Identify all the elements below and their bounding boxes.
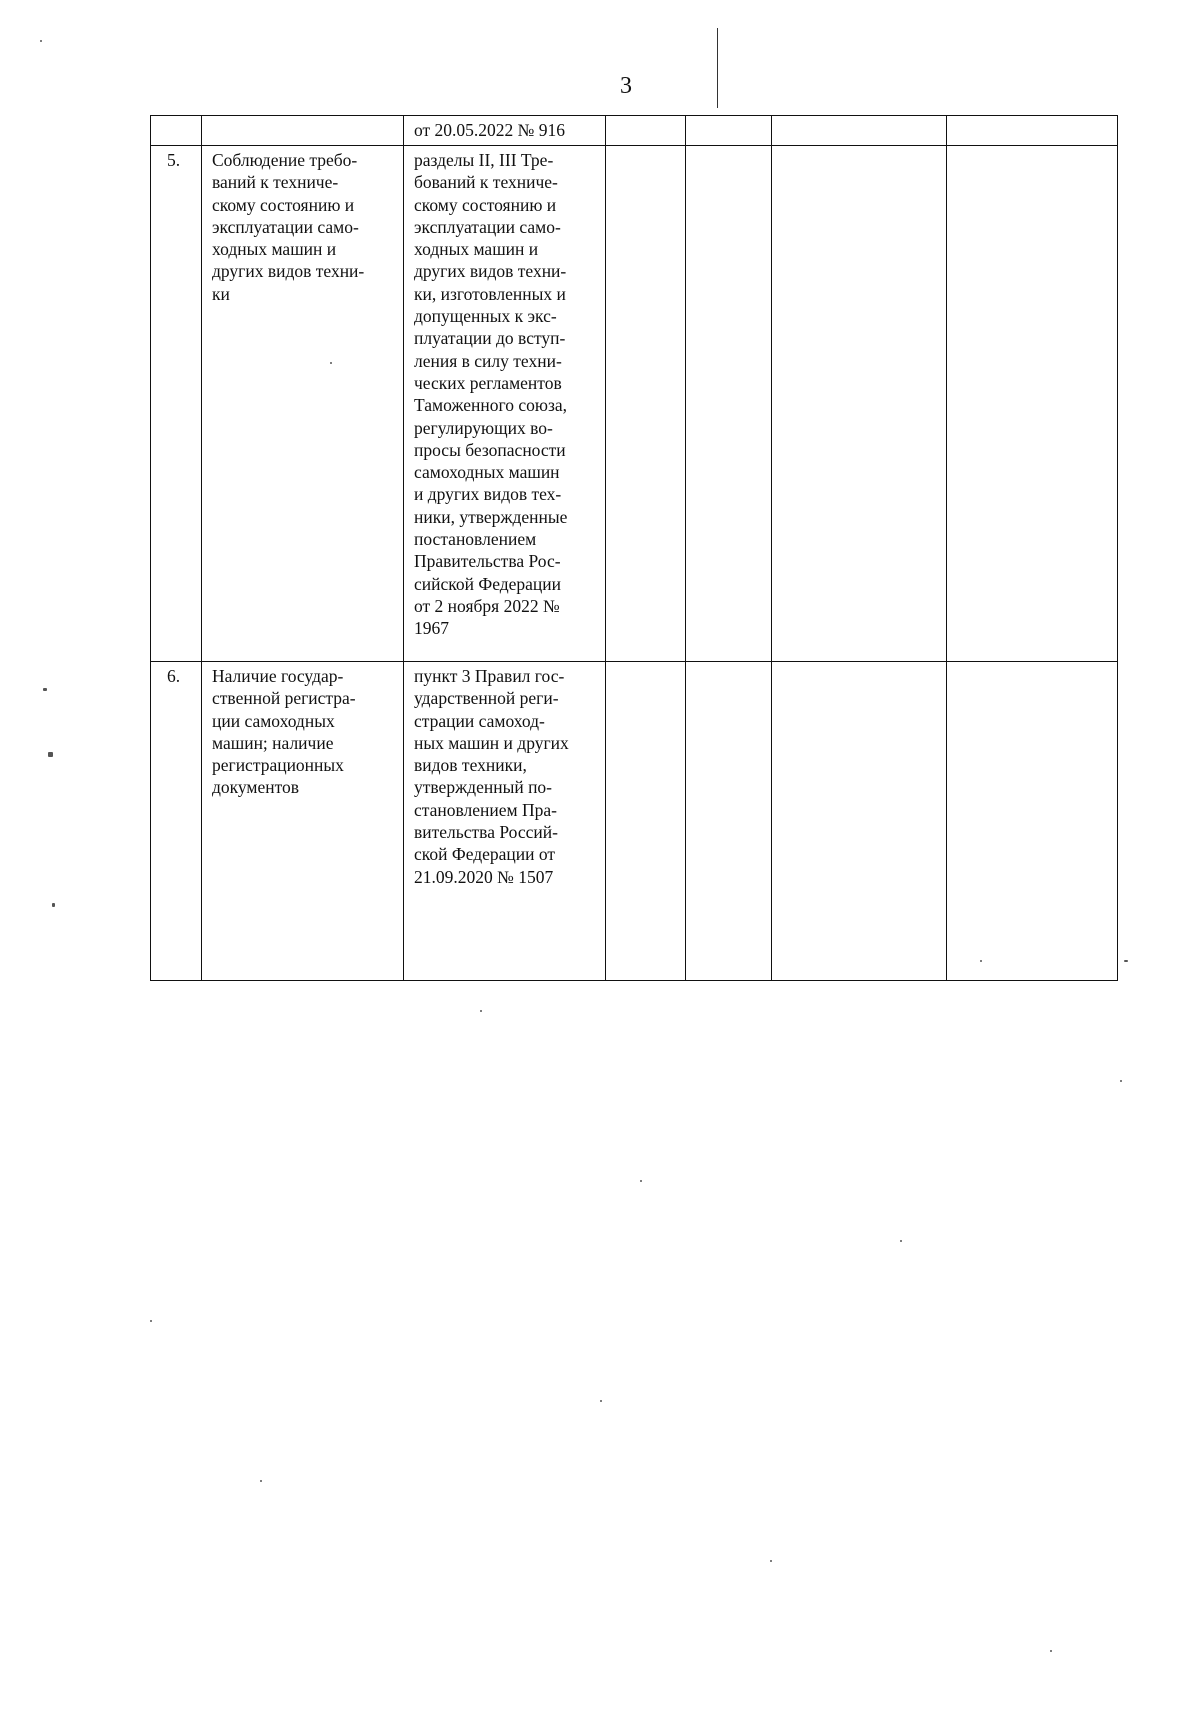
scan-speck [600,1400,602,1402]
scan-speck [40,40,42,42]
reference-text: пункт 3 Правил гос- ударственной реги- страции самоход- ных машин и других видов техники, утвержденный по- становлением Пра- вительства Россий- ской Федерации от 21.09.2020 № 1507 [414,666,569,887]
scan-speck [260,1480,262,1482]
row-number: 5. [167,150,181,170]
row-number-cell [151,116,202,146]
scan-speck [900,1240,902,1242]
row-number-cell [151,662,202,981]
scan-speck [1050,1650,1052,1652]
row-number: 6. [167,666,181,686]
requirement-text: Соблюдение требо- ваний к техниче- скому состоянию и эксплуатации само- ходных машин и других видов техни- ки [212,150,365,304]
empty-cell [772,146,947,662]
empty-cell [606,146,686,662]
reference-cell [404,116,606,146]
scan-speck [1124,960,1128,962]
scan-artifact-line [717,28,718,108]
empty-cell [606,116,686,146]
reference-cell [404,146,606,662]
scan-speck [330,362,332,364]
empty-cell [686,116,772,146]
page-number: 3 [620,73,632,99]
empty-cell [947,146,1118,662]
scan-speck [48,752,53,757]
empty-cell [686,662,772,981]
scan-speck [52,903,55,907]
empty-cell [947,662,1118,981]
row-number-cell [151,146,202,662]
empty-cell [686,146,772,662]
reference-cell [404,662,606,981]
table-row [151,116,1118,146]
requirement-cell [202,116,404,146]
scan-speck [640,1180,642,1182]
reference-text: разделы II, III Тре- бований к техниче- скому состоянию и эксплуатации само- ходных машин и других видов техни- ки, изготовленных и допущенных к экс- плуатации до вступ- ления в силу техни- ческих регламентов Таможенного союза, регулирующих во- просы безопасности самоходных машин и других видов тех- ники, утвержденные постановлением Правительства Рос- сийской Федерации от 2 ноября 2022 № 1967 [414,150,568,639]
scan-speck [980,960,982,962]
scan-speck [770,1560,772,1562]
requirement-cell [202,662,404,981]
table-row [151,662,1118,981]
scan-speck [480,1010,482,1012]
scan-speck [1120,1080,1122,1082]
requirement-text: Наличие государ- ственной регистра- ции самоходных машин; наличие регистрационных документов [212,666,356,798]
scan-speck [150,1320,152,1322]
table-row [151,146,1118,662]
requirement-cell [202,146,404,662]
empty-cell [606,662,686,981]
scan-speck [43,688,47,691]
empty-cell [772,116,947,146]
empty-cell [947,116,1118,146]
requirements-table [150,115,1118,981]
empty-cell [772,662,947,981]
reference-text: от 20.05.2022 № 916 [414,120,565,140]
